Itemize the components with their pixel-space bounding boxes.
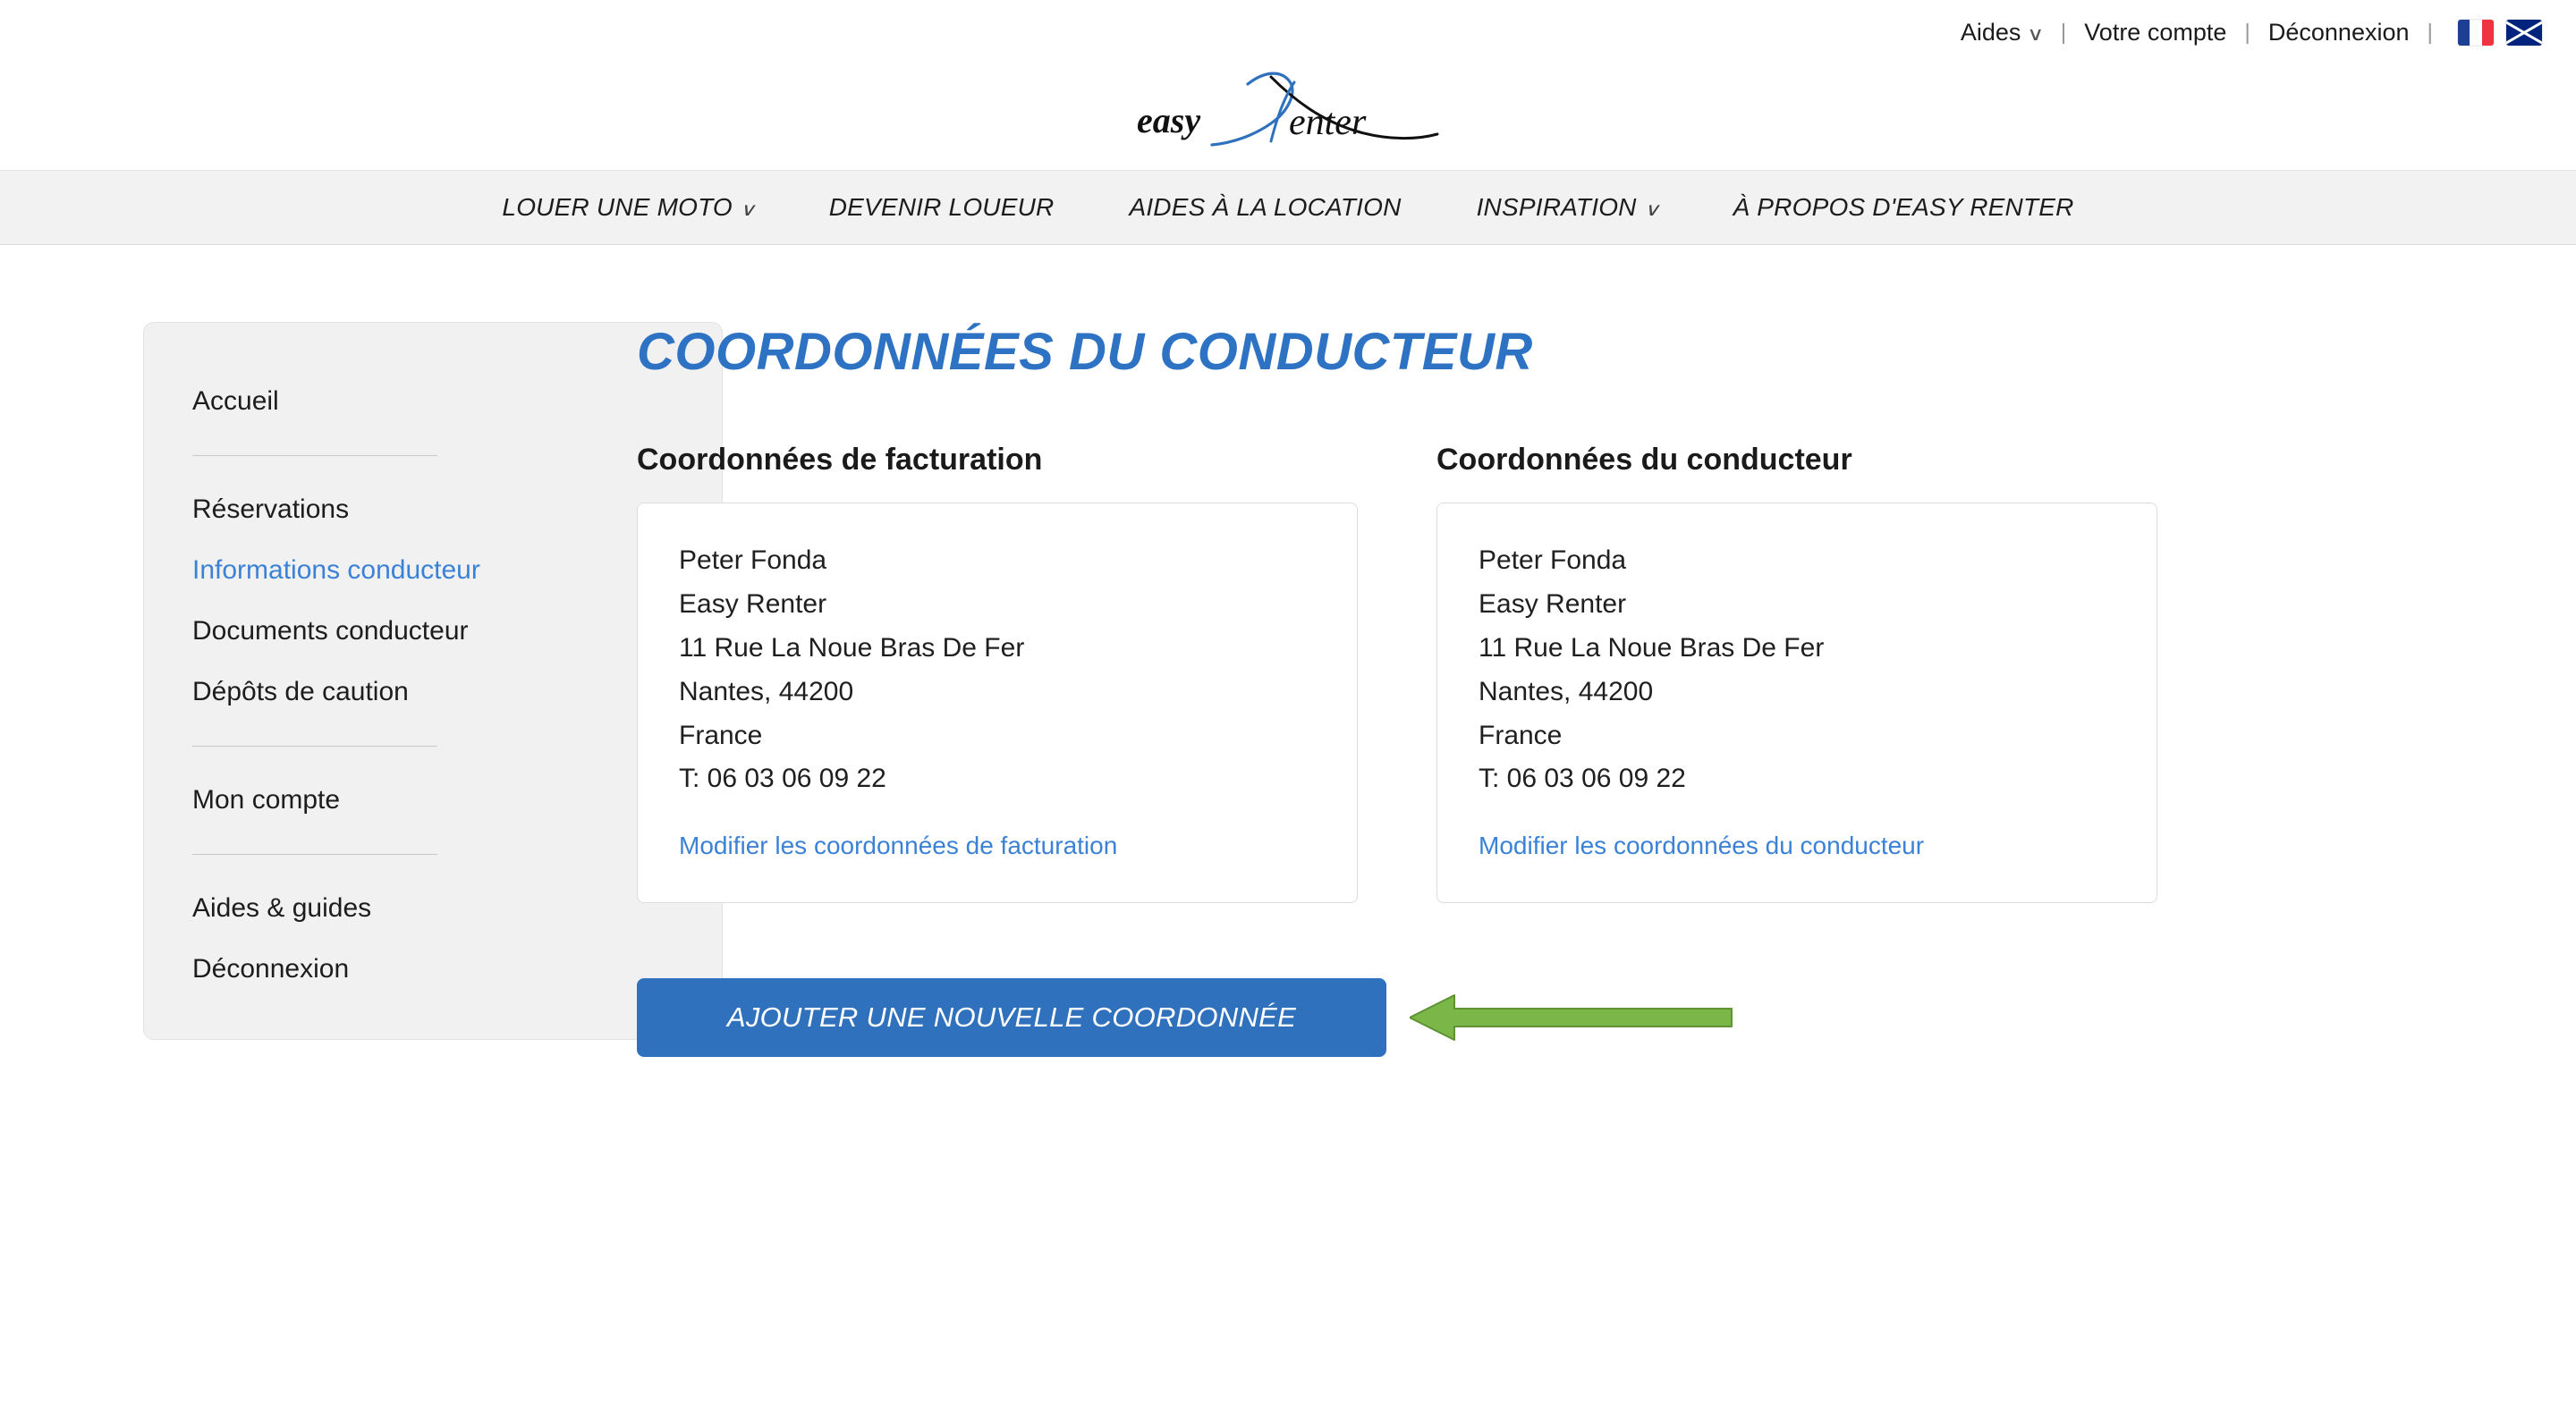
topbar-separator-1: |: [2060, 19, 2067, 45]
sidebar-item-informations-conducteur[interactable]: Informations conducteur: [192, 555, 480, 585]
main-content: [580, 322, 2576, 1057]
topbar-aides-label: Aides: [1960, 18, 2021, 46]
flag-france-icon[interactable]: [2458, 20, 2494, 46]
nav-label-1: DEVENIR LOUEUR: [828, 193, 1055, 221]
sidebar-item-accueil[interactable]: Accueil: [192, 386, 279, 416]
topbar-separator-2: |: [2244, 19, 2250, 45]
page-body: [0, 245, 2576, 1057]
driver-heading: Coordonnées du conducteur: [1436, 443, 1852, 477]
topbar-separator-3: |: [2427, 19, 2433, 45]
chevron-down-icon: ∨: [2027, 23, 2045, 45]
annotation-arrow-icon: [1410, 990, 1741, 1045]
utility-bar: [0, 0, 2576, 64]
nav-label-2: AIDES À LA LOCATION: [1129, 193, 1402, 221]
driver-line-phone: T: 06 03 06 09 22: [1479, 764, 1686, 794]
svg-text:enter: enter: [1289, 102, 1367, 143]
flag-uk-icon[interactable]: [2506, 20, 2542, 46]
nav-item-devenir-loueur[interactable]: [792, 193, 1092, 222]
address-cards: [637, 443, 2496, 903]
billing-line-company: Easy Renter: [679, 588, 827, 619]
cta-row: [637, 978, 2496, 1057]
driver-line-street: 11 Rue La Noue Bras De Fer: [1479, 632, 1825, 663]
add-new-address-button[interactable]: AJOUTER UNE NOUVELLE COORDONNÉE: [637, 978, 1386, 1057]
sidebar-item-aides-guides[interactable]: Aides & guides: [192, 893, 372, 923]
driver-section: [1436, 443, 2157, 903]
topbar-aides-link[interactable]: [1961, 19, 2043, 46]
nav-label-4: À PROPOS D'EASY RENTER: [1733, 193, 2074, 221]
nav-item-louer-une-moto[interactable]: [464, 193, 791, 222]
billing-address-card: [637, 503, 1358, 903]
sidebar-item-depots-de-caution[interactable]: Dépôts de caution: [192, 677, 409, 706]
billing-line-country: France: [679, 720, 763, 750]
nav-label-0: LOUER UNE MOTO: [502, 193, 733, 221]
billing-line-phone: T: 06 03 06 09 22: [679, 764, 886, 794]
billing-section: [637, 443, 1358, 903]
edit-billing-link[interactable]: Modifier les coordonnées de facturation: [679, 832, 1118, 860]
page-title: COORDONNÉES DU CONDUCTEUR: [637, 323, 1533, 381]
driver-line-country: France: [1479, 720, 1563, 750]
billing-heading: Coordonnées de facturation: [637, 443, 1043, 477]
sidebar-item-reservations[interactable]: Réservations: [192, 494, 350, 524]
edit-driver-link[interactable]: Modifier les coordonnées du conducteur: [1479, 832, 1925, 860]
site-logo[interactable]: [0, 64, 2576, 170]
sidebar-item-deconnexion[interactable]: Déconnexion: [192, 954, 350, 984]
sidebar: [0, 322, 580, 1057]
nav-item-a-propos[interactable]: [1695, 193, 2111, 222]
billing-line-name: Peter Fonda: [679, 545, 827, 575]
chevron-down-icon: ∨: [739, 200, 756, 220]
driver-line-city: Nantes, 44200: [1479, 676, 1654, 706]
svg-text:easy: easy: [1137, 100, 1201, 140]
topbar-logout-link[interactable]: Déconnexion: [2267, 18, 2410, 46]
billing-line-city: Nantes, 44200: [679, 676, 854, 706]
nav-item-inspiration[interactable]: [1439, 193, 1696, 222]
sidebar-divider-3: [192, 854, 437, 855]
easy-renter-logo-icon: [1114, 68, 1462, 166]
driver-line-name: Peter Fonda: [1479, 545, 1627, 575]
sidebar-item-mon-compte[interactable]: Mon compte: [192, 785, 341, 815]
nav-label-3: INSPIRATION: [1476, 193, 1637, 221]
main-navigation: [0, 170, 2576, 245]
topbar-account-link[interactable]: Votre compte: [2084, 18, 2227, 46]
nav-item-aides-a-la-location[interactable]: [1091, 193, 1438, 222]
driver-line-company: Easy Renter: [1479, 588, 1627, 619]
chevron-down-icon: ∨: [1642, 200, 1660, 220]
sidebar-item-documents-conducteur[interactable]: Documents conducteur: [192, 616, 469, 646]
sidebar-divider-1: [192, 455, 437, 456]
sidebar-divider-2: [192, 746, 437, 747]
billing-line-street: 11 Rue La Noue Bras De Fer: [679, 632, 1025, 663]
driver-address-card: [1436, 503, 2157, 903]
